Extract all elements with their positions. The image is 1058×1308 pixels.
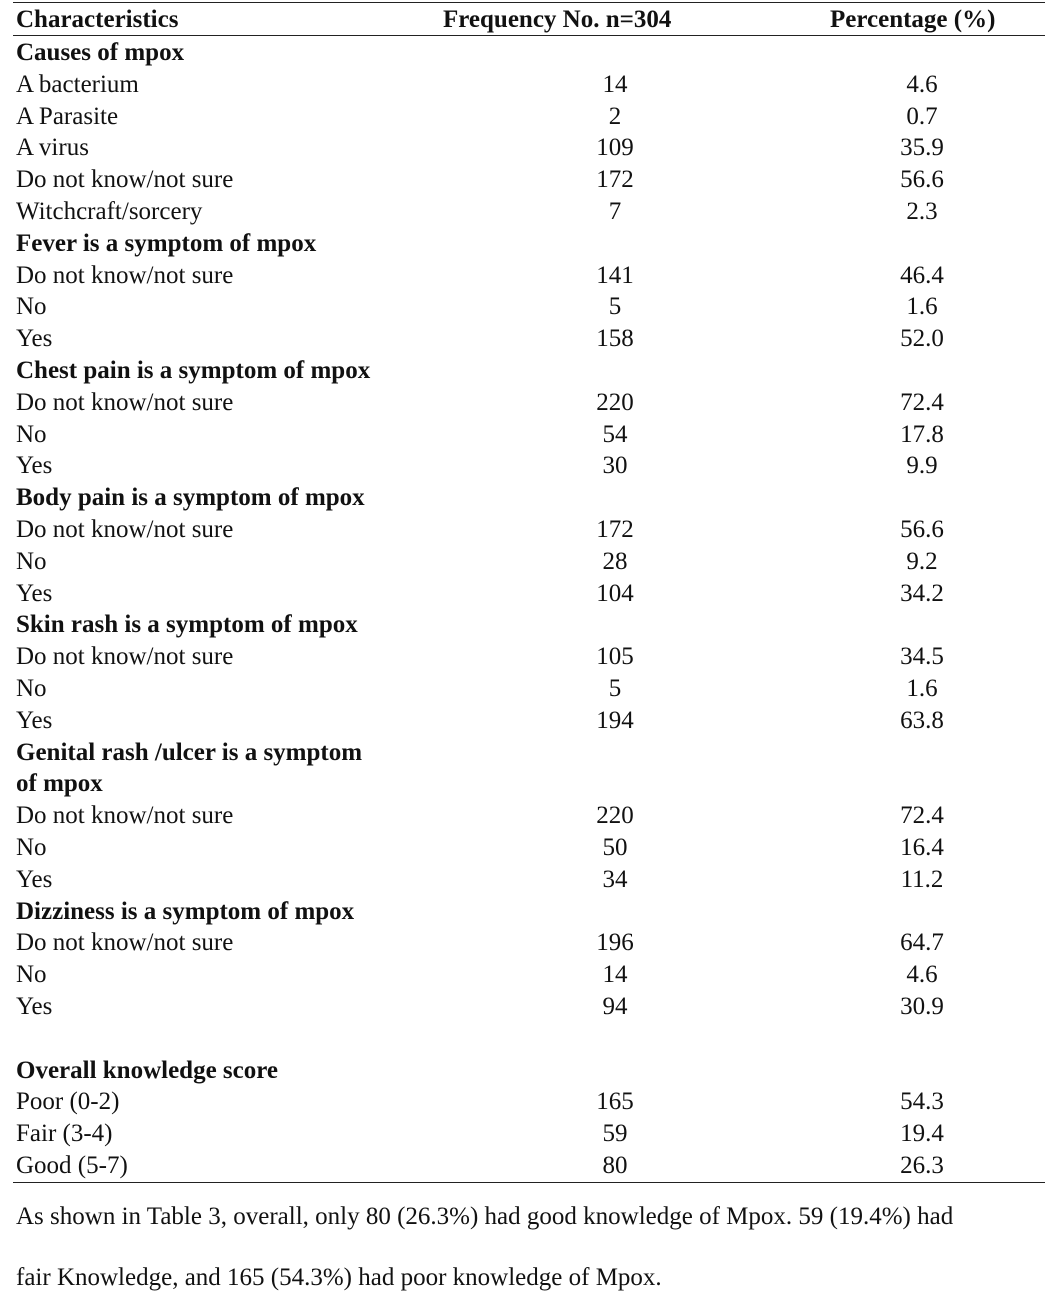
section-heading: Overall knowledge score: [16, 1056, 278, 1084]
section-heading: Causes of mpox: [16, 39, 185, 66]
row-characteristic: Do not know/not sure: [16, 929, 234, 957]
row-percentage: 4.6: [906, 70, 938, 98]
row-frequency: 172: [596, 515, 634, 543]
row-characteristic: No: [16, 961, 47, 989]
table-row: [0, 927, 1058, 959]
section-heading-row: [0, 896, 1058, 928]
table-row: [0, 641, 1058, 673]
table-row: [0, 705, 1058, 737]
row-frequency: 30: [602, 452, 628, 480]
row-characteristic: A virus: [16, 134, 89, 162]
section-heading-row: [0, 737, 1058, 769]
caption-line-1: As shown in Table 3, overall, only 80 (26.3%) had good knowledge of Mpox. 59 (19.4%) had: [16, 1203, 954, 1230]
row-frequency: 165: [596, 1088, 634, 1116]
row-frequency: 220: [596, 388, 634, 416]
table-bottom-rule: [13, 1182, 1045, 1183]
table-header: [0, 4, 1058, 35]
table-row: [0, 419, 1058, 451]
table-row: [0, 69, 1058, 101]
row-frequency: 2: [608, 102, 622, 130]
row-frequency: 54: [602, 420, 628, 448]
row-characteristic: Do not know/not sure: [16, 261, 234, 289]
table-row: [0, 1118, 1058, 1150]
row-characteristic: No: [16, 674, 47, 702]
row-characteristic: Yes: [16, 579, 53, 607]
row-frequency: 28: [602, 547, 628, 575]
table-row: [0, 514, 1058, 546]
row-characteristic: Do not know/not sure: [16, 643, 234, 671]
row-frequency: 172: [596, 166, 634, 194]
row-percentage: 46.4: [900, 261, 944, 289]
row-percentage: 1.6: [906, 293, 938, 321]
section-heading: Chest pain is a symptom of mpox: [16, 356, 371, 384]
table-row: [0, 864, 1058, 896]
section-heading: Genital rash /ulcer is a symptom: [16, 738, 363, 766]
section-heading-row: [0, 768, 1058, 800]
row-percentage: 17.8: [900, 420, 944, 448]
row-characteristic: Do not know/not sure: [16, 515, 234, 543]
row-characteristic: Yes: [16, 452, 53, 480]
row-characteristic: No: [16, 547, 47, 575]
section-heading: Skin rash is a symptom of mpox: [16, 611, 358, 639]
row-characteristic: Yes: [16, 706, 53, 734]
row-percentage: 9.2: [906, 547, 938, 575]
header-percentage: Percentage (%): [830, 6, 996, 33]
row-characteristic: Do not know/not sure: [16, 388, 234, 416]
row-percentage: 16.4: [900, 833, 944, 861]
table-body: [0, 37, 1058, 1182]
table-row: [0, 164, 1058, 196]
table-row: [0, 673, 1058, 705]
row-frequency: 7: [608, 197, 622, 225]
section-heading: Body pain is a symptom of mpox: [16, 484, 365, 512]
row-percentage: 64.7: [900, 929, 944, 957]
row-percentage: 0.7: [906, 102, 938, 130]
header-characteristics: Characteristics: [16, 6, 179, 33]
row-characteristic: Poor (0-2): [16, 1088, 120, 1116]
row-percentage: 63.8: [900, 706, 944, 734]
table-row: [0, 260, 1058, 292]
row-percentage: 1.6: [906, 674, 938, 702]
table-row: [0, 132, 1058, 164]
section-heading-row: [0, 228, 1058, 260]
row-characteristic: A bacterium: [16, 70, 139, 98]
table-top-rule: [13, 2, 1045, 3]
section-heading-row: [0, 482, 1058, 514]
table-row: [0, 578, 1058, 610]
header-frequency: Frequency No. n=304: [443, 6, 672, 33]
row-characteristic: Yes: [16, 992, 53, 1020]
table-row: [0, 800, 1058, 832]
row-frequency: 141: [596, 261, 634, 289]
table-row: [0, 991, 1058, 1023]
row-characteristic: Do not know/not sure: [16, 166, 234, 194]
row-frequency: 34: [602, 865, 628, 893]
row-frequency: 94: [602, 992, 628, 1020]
table-row: [0, 387, 1058, 419]
table-row: [0, 959, 1058, 991]
row-frequency: 5: [608, 674, 622, 702]
row-frequency: 5: [608, 293, 622, 321]
row-percentage: 56.6: [900, 515, 944, 543]
row-frequency: 220: [596, 802, 634, 830]
table-row: [0, 450, 1058, 482]
table-header-rule: [13, 35, 1045, 36]
row-characteristic: Do not know/not sure: [16, 802, 234, 830]
row-characteristic: Fair (3-4): [16, 1120, 113, 1148]
section-heading: of mpox: [16, 770, 103, 798]
row-percentage: 2.3: [906, 197, 938, 225]
row-characteristic: Yes: [16, 325, 53, 353]
row-percentage: 34.5: [900, 643, 944, 671]
table-row: [0, 832, 1058, 864]
row-frequency: 59: [602, 1120, 628, 1148]
blank-row: [0, 1023, 1058, 1055]
row-percentage: 4.6: [906, 961, 938, 989]
row-characteristic: No: [16, 420, 47, 448]
section-heading-row: [0, 37, 1058, 69]
table-row: [0, 196, 1058, 228]
row-frequency: 158: [596, 325, 634, 353]
table-row: [0, 1086, 1058, 1118]
row-percentage: 26.3: [900, 1151, 944, 1179]
row-frequency: 104: [596, 579, 634, 607]
table-row: [0, 101, 1058, 133]
table-row: [0, 546, 1058, 578]
row-frequency: 14: [602, 961, 628, 989]
row-percentage: 9.9: [906, 452, 938, 480]
row-frequency: 196: [596, 929, 634, 957]
row-frequency: 109: [596, 134, 634, 162]
row-characteristic: Witchcraft/sorcery: [16, 197, 203, 225]
row-percentage: 30.9: [900, 992, 944, 1020]
table-row: [0, 1150, 1058, 1182]
row-characteristic: A Parasite: [16, 102, 119, 130]
row-percentage: 56.6: [900, 166, 944, 194]
row-percentage: 19.4: [900, 1120, 944, 1148]
row-frequency: 105: [596, 643, 634, 671]
row-percentage: 34.2: [900, 579, 944, 607]
table-row: [0, 291, 1058, 323]
caption-line-2: fair Knowledge, and 165 (54.3%) had poor knowledge of Mpox.: [16, 1264, 662, 1291]
row-frequency: 50: [602, 833, 628, 861]
table-caption: [16, 1186, 1058, 1308]
table-row: [0, 323, 1058, 355]
row-frequency: 194: [596, 706, 634, 734]
section-heading-row: [0, 1055, 1058, 1087]
row-characteristic: Yes: [16, 865, 53, 893]
row-frequency: 14: [602, 70, 628, 98]
row-percentage: 72.4: [900, 388, 944, 416]
row-characteristic: Good (5-7): [16, 1151, 128, 1179]
row-percentage: 11.2: [900, 865, 944, 893]
section-heading: Dizziness is a symptom of mpox: [16, 897, 355, 925]
section-heading: Fever is a symptom of mpox: [16, 229, 317, 257]
section-heading-row: [0, 355, 1058, 387]
section-heading-row: [0, 609, 1058, 641]
row-percentage: 54.3: [900, 1088, 944, 1116]
row-percentage: 35.9: [900, 134, 944, 162]
row-percentage: 52.0: [900, 325, 944, 353]
row-percentage: 72.4: [900, 802, 944, 830]
row-frequency: 80: [602, 1151, 628, 1179]
row-characteristic: No: [16, 833, 47, 861]
row-characteristic: No: [16, 293, 47, 321]
